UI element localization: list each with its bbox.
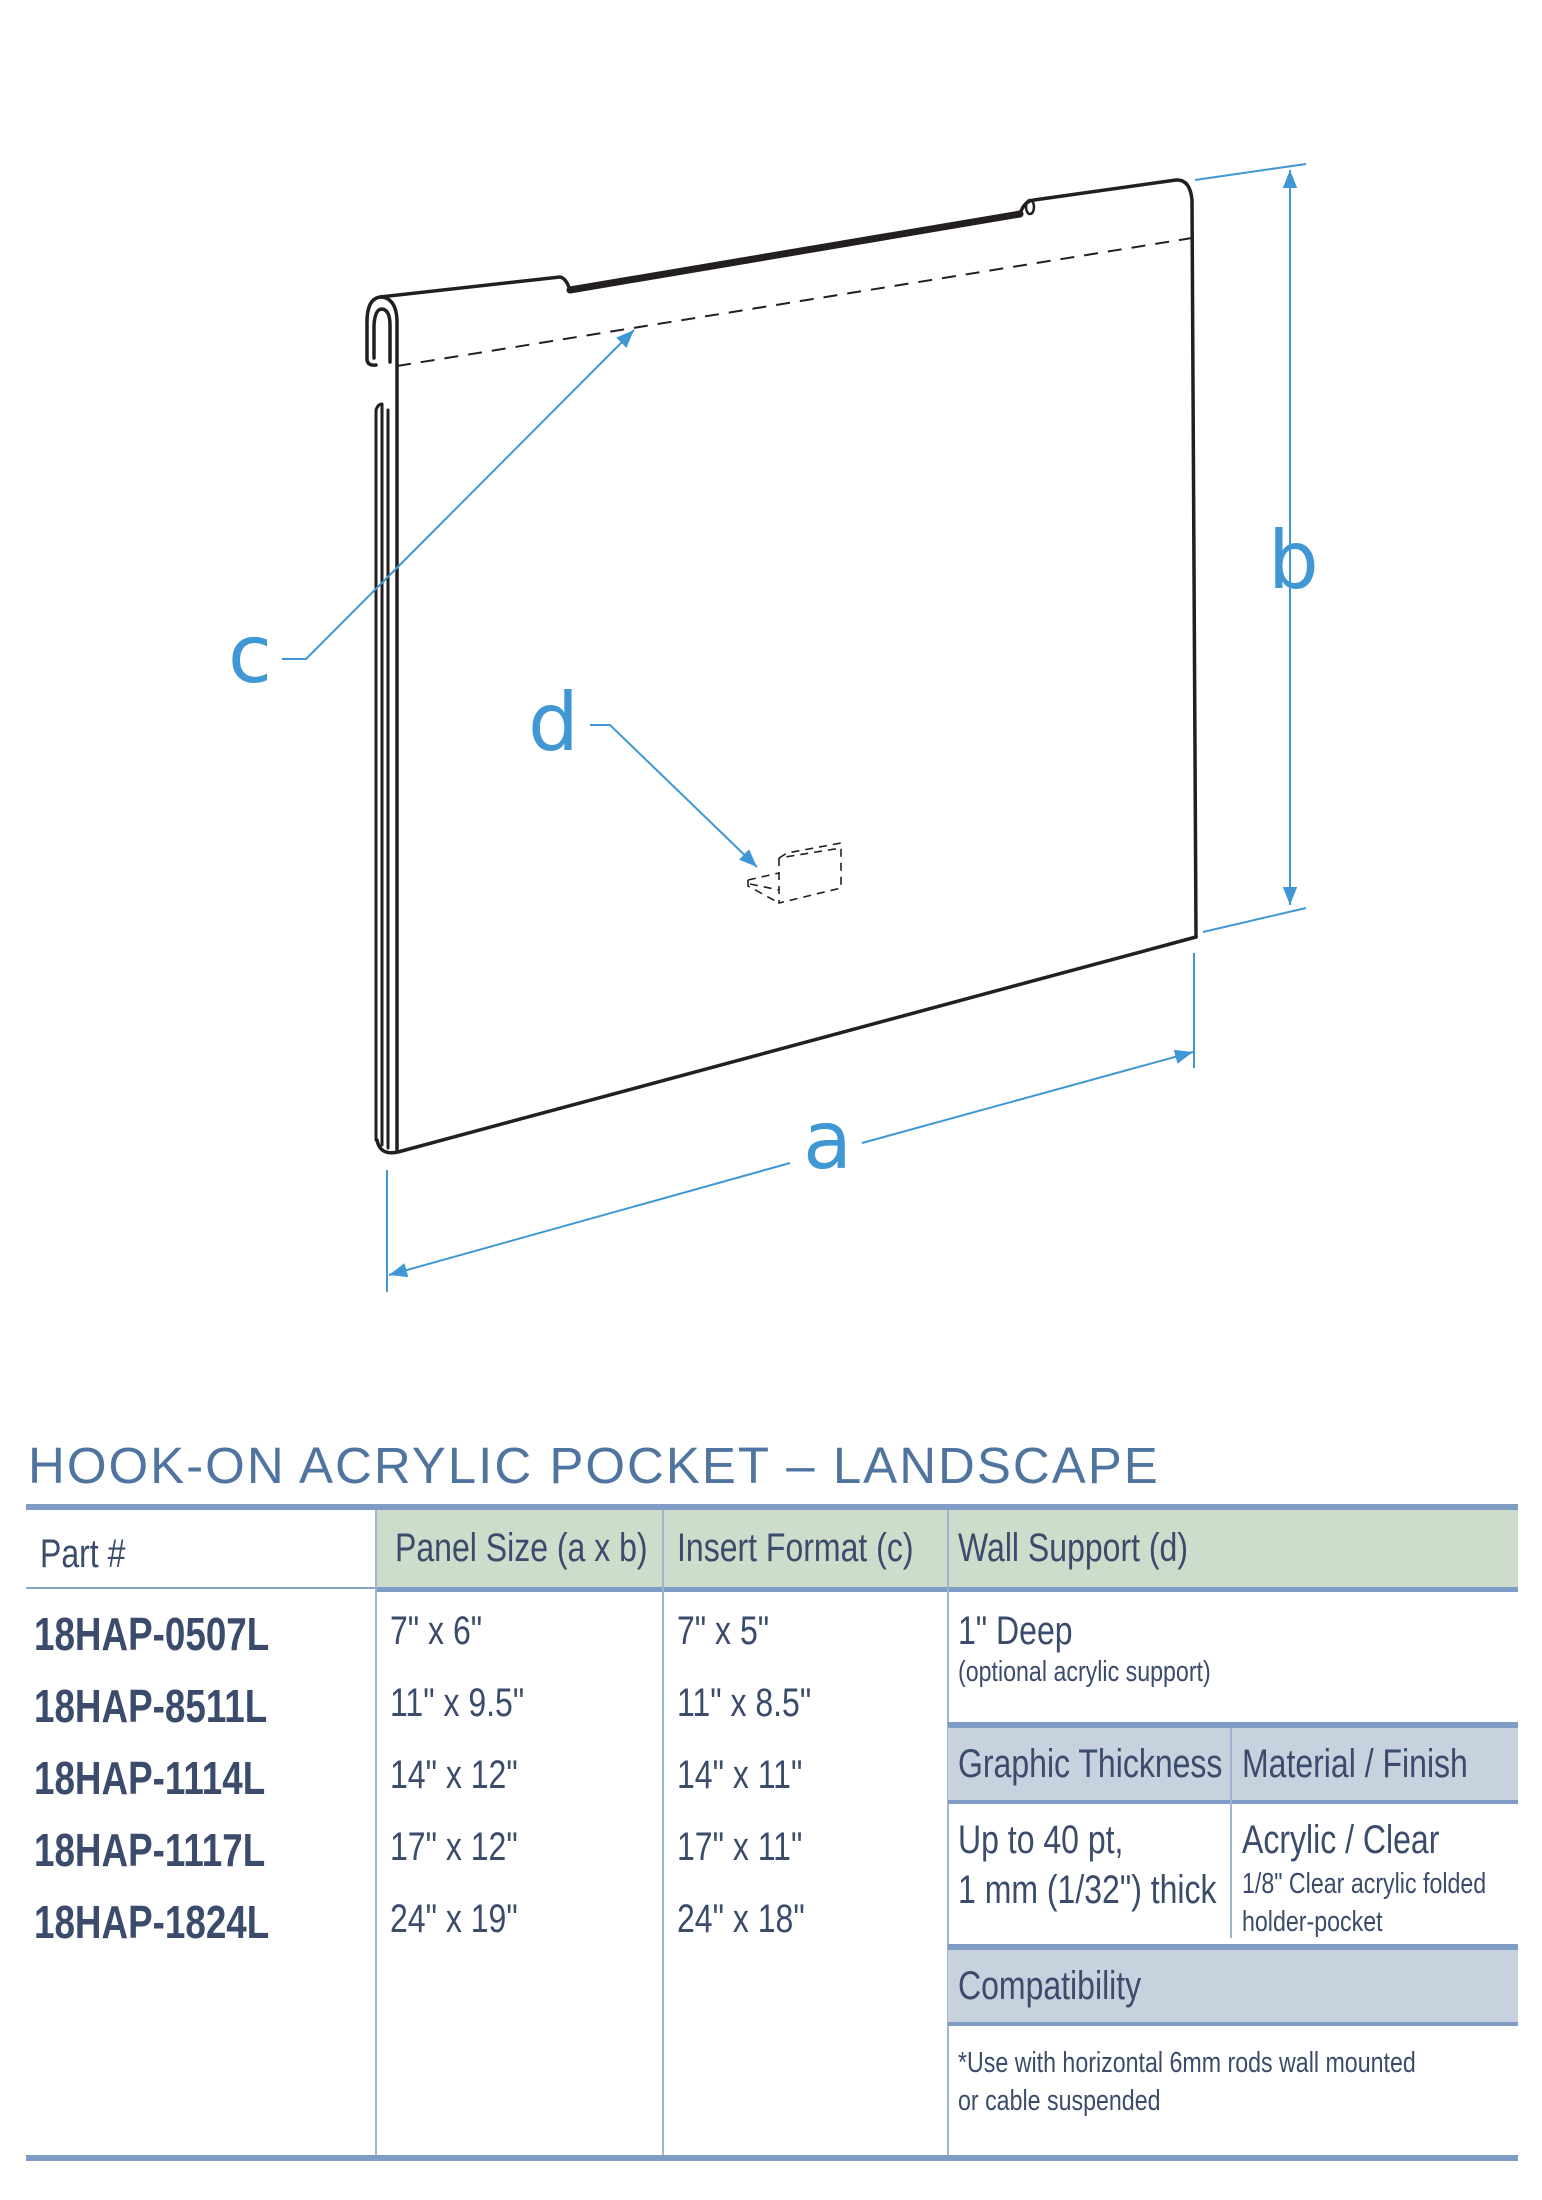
wall-support-value: 1" Deep <box>958 1609 1073 1653</box>
part-number: 18HAP-1114L <box>34 1752 266 1804</box>
header-insert-format: Insert Format (c) <box>677 1526 914 1570</box>
panel-size: 11" x 9.5" <box>390 1681 525 1725</box>
header-panel-size: Panel Size (a x b) <box>395 1526 648 1570</box>
column-divider <box>375 1510 377 2155</box>
label-c: c <box>228 608 272 701</box>
compat-header-rule <box>948 2022 1518 2026</box>
leader-d <box>590 725 757 867</box>
insert-format: 7" x 5" <box>677 1609 770 1653</box>
column-divider <box>947 1510 949 2155</box>
column-divider <box>662 1510 664 2155</box>
material-value: Acrylic / Clear <box>1242 1818 1440 1862</box>
panel-size: 7" x 6" <box>390 1609 483 1653</box>
insert-line-dashed <box>397 238 1192 366</box>
wall-support-note: (optional acrylic support) <box>958 1656 1211 1688</box>
panel-size: 14" x 12" <box>390 1753 518 1797</box>
insert-format: 17" x 11" <box>677 1825 803 1869</box>
table-bottom-rule <box>26 2155 1518 2161</box>
part-header-rule <box>26 1587 376 1589</box>
wall-support-bracket <box>748 843 841 903</box>
graphic-thickness-line2: 1 mm (1/32") thick <box>958 1868 1217 1912</box>
panel-size: 24" x 19" <box>390 1897 518 1941</box>
header-part: Part # <box>40 1532 126 1576</box>
leader-c <box>282 330 634 659</box>
header-material-finish: Material / Finish <box>1242 1742 1468 1786</box>
compat-note-line1: *Use with horizontal 6mm rods wall mounted <box>958 2047 1416 2079</box>
graphic-thickness-line1: Up to 40 pt, <box>958 1818 1124 1862</box>
part-number: 18HAP-1824L <box>34 1896 270 1948</box>
product-title: HOOK-ON ACRYLIC POCKET – LANDSCAPE <box>28 1437 1160 1494</box>
part-number: 18HAP-1117L <box>34 1824 266 1876</box>
header-graphic-thickness: Graphic Thickness <box>958 1742 1223 1786</box>
material-desc-line1: 1/8" Clear acrylic folded <box>1242 1868 1487 1900</box>
insert-format: 24" x 18" <box>677 1897 805 1941</box>
part-number: 18HAP-8511L <box>34 1680 268 1732</box>
panel-size: 17" x 12" <box>390 1825 518 1869</box>
label-d: d <box>528 676 579 769</box>
material-desc-line2: holder-pocket <box>1242 1906 1383 1938</box>
part-number: 18HAP-0507L <box>34 1608 270 1660</box>
label-b: b <box>1268 514 1319 607</box>
label-a: a <box>803 1094 853 1187</box>
header-wall-support: Wall Support (d) <box>958 1526 1188 1570</box>
insert-format: 14" x 11" <box>677 1753 803 1797</box>
compat-note-line2: or cable suspended <box>958 2085 1161 2117</box>
subtable-header-rule <box>948 1800 1518 1804</box>
pocket-outline <box>367 180 1196 1153</box>
insert-format: 11" x 8.5" <box>677 1681 812 1725</box>
header-compatibility: Compatibility <box>958 1964 1142 2008</box>
